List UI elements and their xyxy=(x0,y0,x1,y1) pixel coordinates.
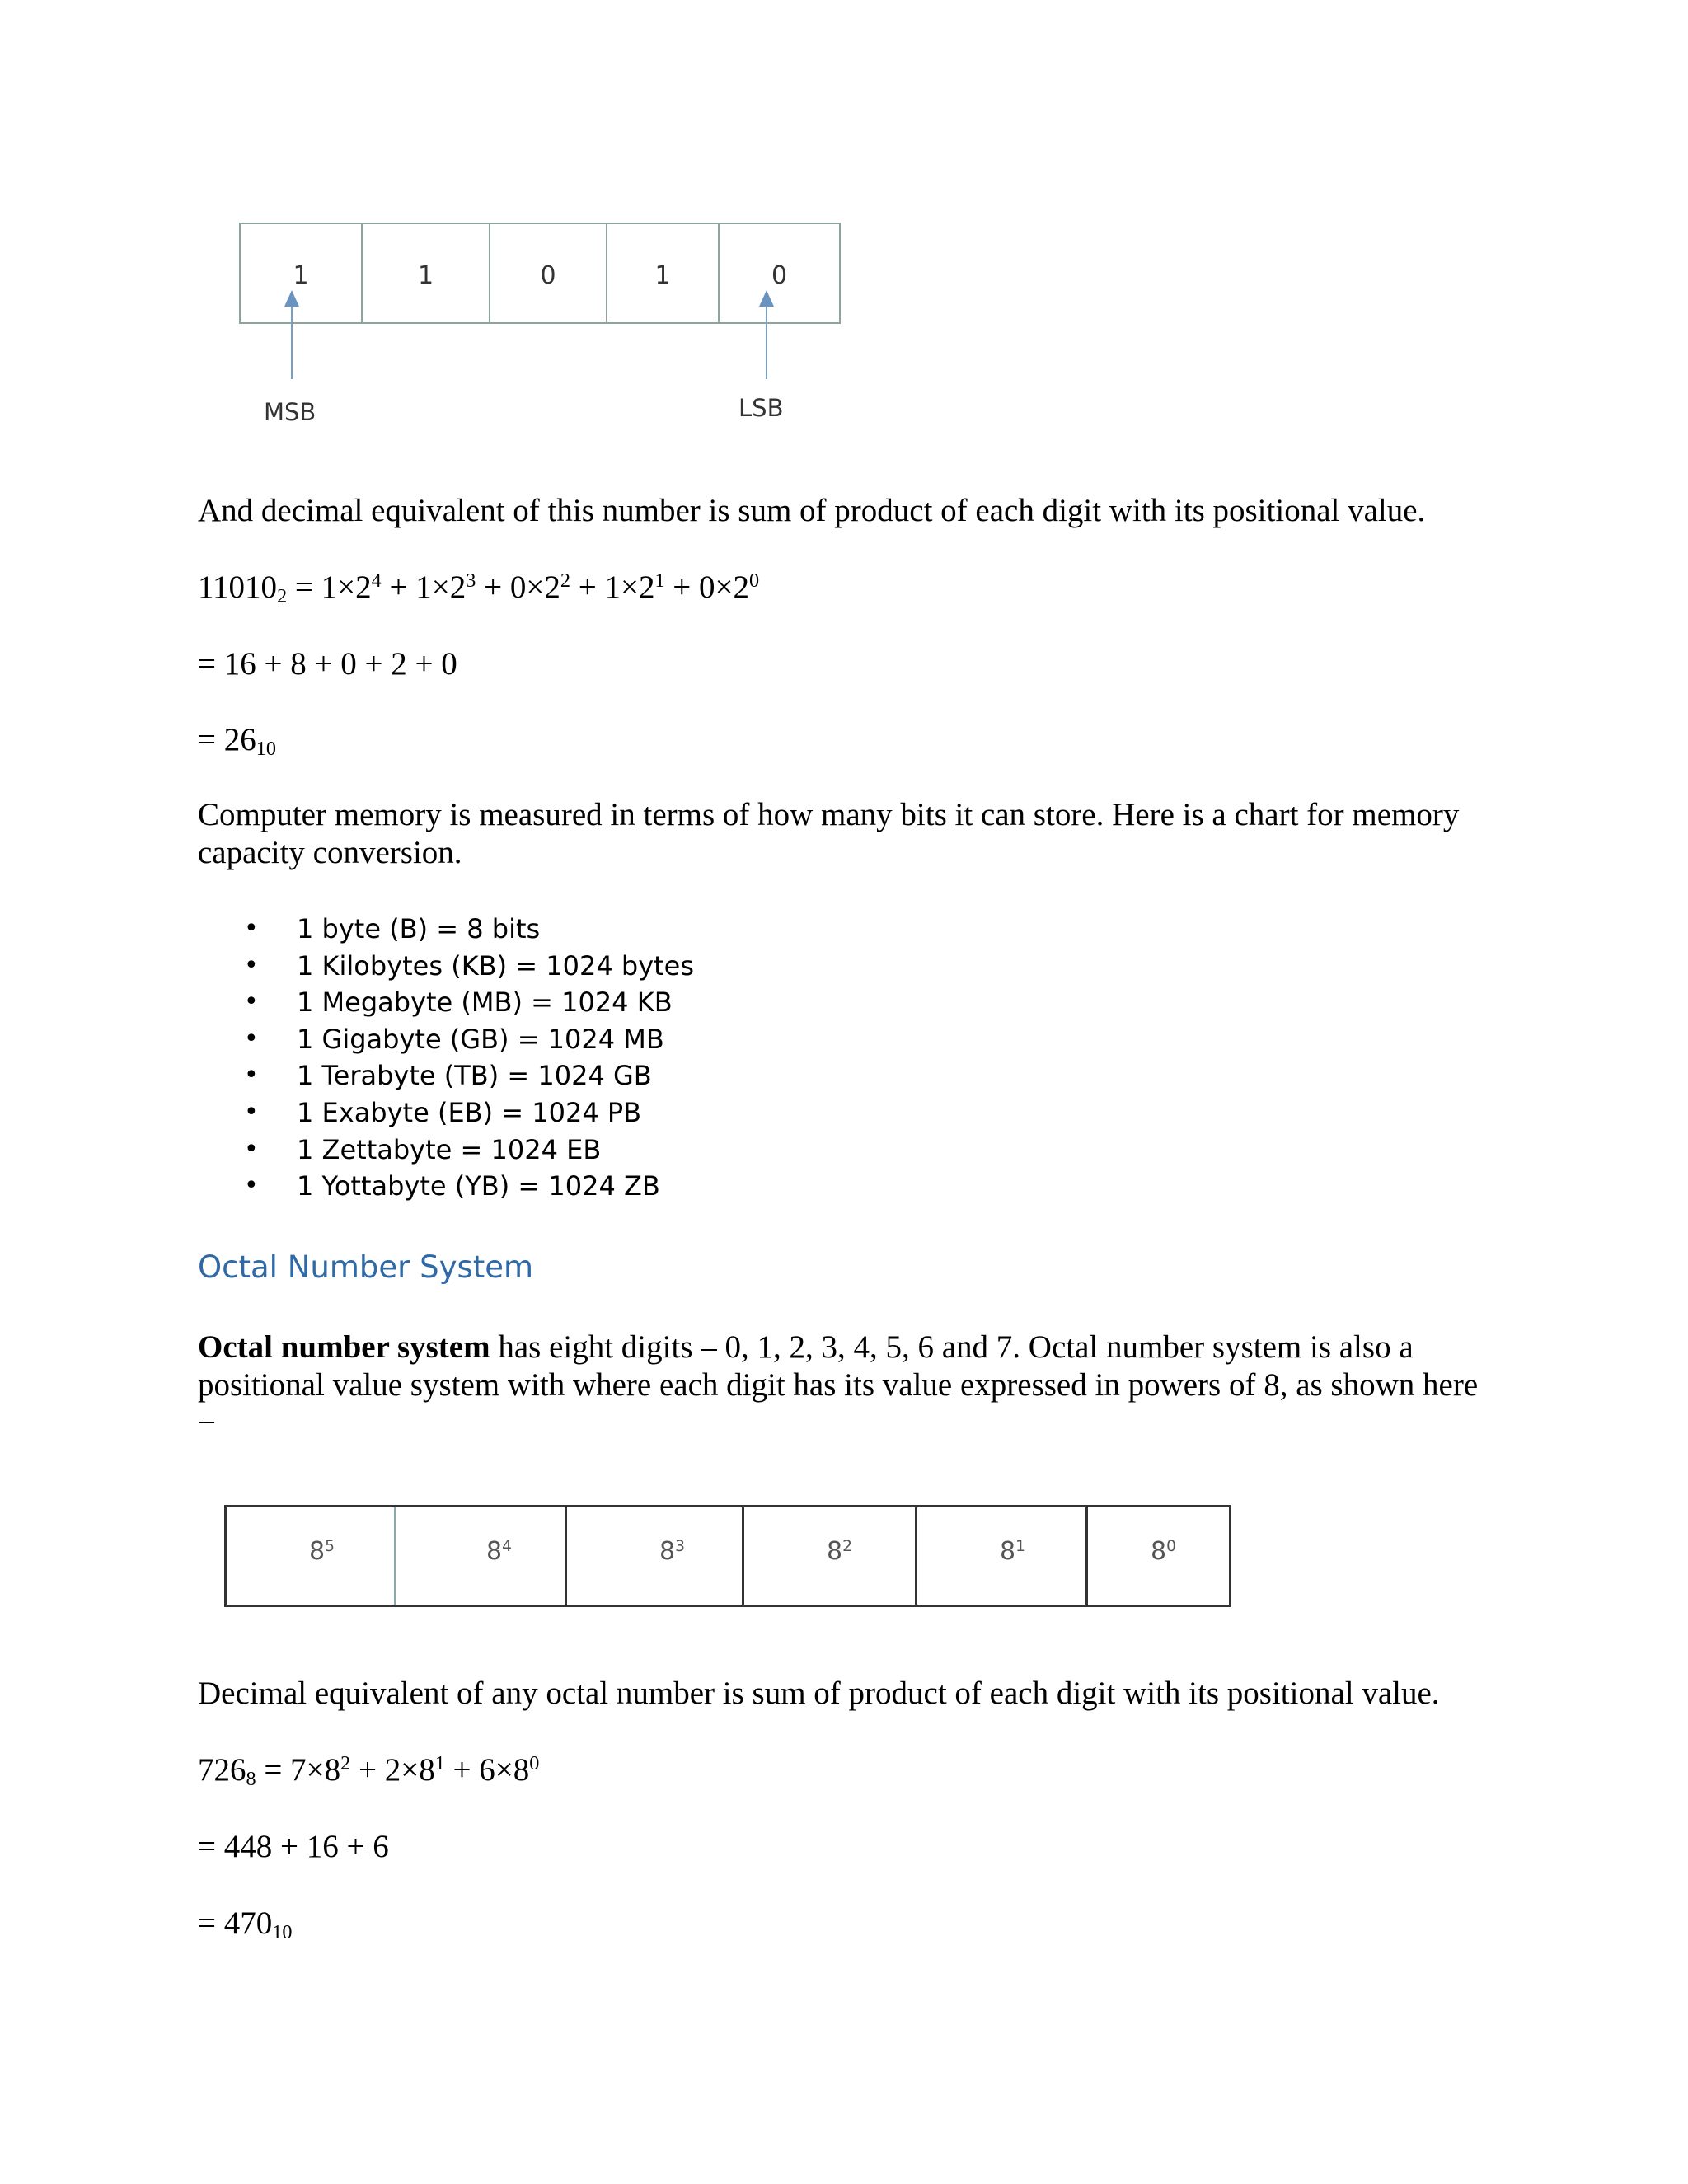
power-cell: $8^1$ xyxy=(917,1507,1088,1605)
msb-label: MSB xyxy=(264,398,316,426)
equation-number: 11010 xyxy=(198,569,278,605)
bit-cell: 0 xyxy=(771,261,788,290)
bit-cell: 1 xyxy=(363,224,490,322)
bit-cell: 0 xyxy=(490,224,607,322)
binary-sum-line: = 16 + 8 + 0 + 2 + 0 xyxy=(198,646,457,682)
octal-sum-line: = 448 + 16 + 6 xyxy=(198,1829,389,1864)
lsb-label: LSB xyxy=(738,394,784,422)
list-item: • 1 Megabyte (MB) = 1024 KB xyxy=(244,987,673,1019)
power-cell: $8^5$ xyxy=(227,1507,396,1605)
list-item: • 1 Gigabyte (GB) = 1024 MB xyxy=(244,1023,664,1055)
binary-equation: $11010_2 = 1\times 2^4 + 1\times 2^3 + 0\times 2^2 + 1\times 2^1 + 0\times 2^0$ xyxy=(198,569,760,608)
list-item: • 1 Terabyte (TB) = 1024 GB xyxy=(244,1060,652,1092)
list-item: • 1 Kilobytes (KB) = 1024 bytes xyxy=(244,949,695,982)
bit-cell: 1 xyxy=(607,224,720,322)
power-cell: $8^4$ xyxy=(396,1507,567,1605)
octal-equation: $726_8 = 7\times 8^2 + 2\times 8^1 + 6\times 8^0$ xyxy=(198,1751,540,1791)
lsb-arrowhead xyxy=(759,290,774,307)
binary-intro-paragraph: And decimal equivalent of this number is sum of product of each digit with its positional value. xyxy=(198,493,1426,528)
octal-powers-table xyxy=(224,1505,1231,1607)
octal-result: = $470_{10}$ xyxy=(198,1905,293,1944)
list-item: • 1 Zettabyte = 1024 EB xyxy=(244,1133,602,1165)
bit-cell: 1 xyxy=(241,224,363,322)
memory-capacity-list xyxy=(198,911,694,1205)
list-item: • 1 byte (B) = 8 bits xyxy=(244,913,541,944)
power-cell: $8^0$ xyxy=(1151,1537,1176,1566)
octal-note-paragraph: Decimal equivalent of any octal number is sum of product of each digit with its positional value. xyxy=(198,1675,1440,1711)
binary-result: = $26_{10}$ xyxy=(198,722,276,761)
msb-arrowhead xyxy=(284,290,299,307)
power-cell: $8^2$ xyxy=(744,1507,917,1605)
list-item: • 1 Exabyte (EB) = 1024 PB xyxy=(244,1096,642,1128)
bold-term: Octal number system xyxy=(198,1329,490,1365)
equation-base: 2 xyxy=(277,585,288,608)
list-item: • 1 Yottabyte (YB) = 1024 ZB xyxy=(244,1170,660,1202)
msb-lsb-arrows xyxy=(0,0,1688,462)
octal-intro-paragraph: Octal number system has eight digits – 0, 1, 2, 3, 4, 5, 6 and 7. Octal number system is also a positional value system with where each digit has its value expressed in powers of 8, as shown here − xyxy=(198,1329,1479,1441)
power-cell: $8^3$ xyxy=(567,1507,744,1605)
section-heading: Octal Number System xyxy=(198,1249,534,1285)
memory-intro-paragraph: Computer memory is measured in terms of how many bits it can store. Here is a chart for memory capacity conversion. xyxy=(198,797,1460,870)
